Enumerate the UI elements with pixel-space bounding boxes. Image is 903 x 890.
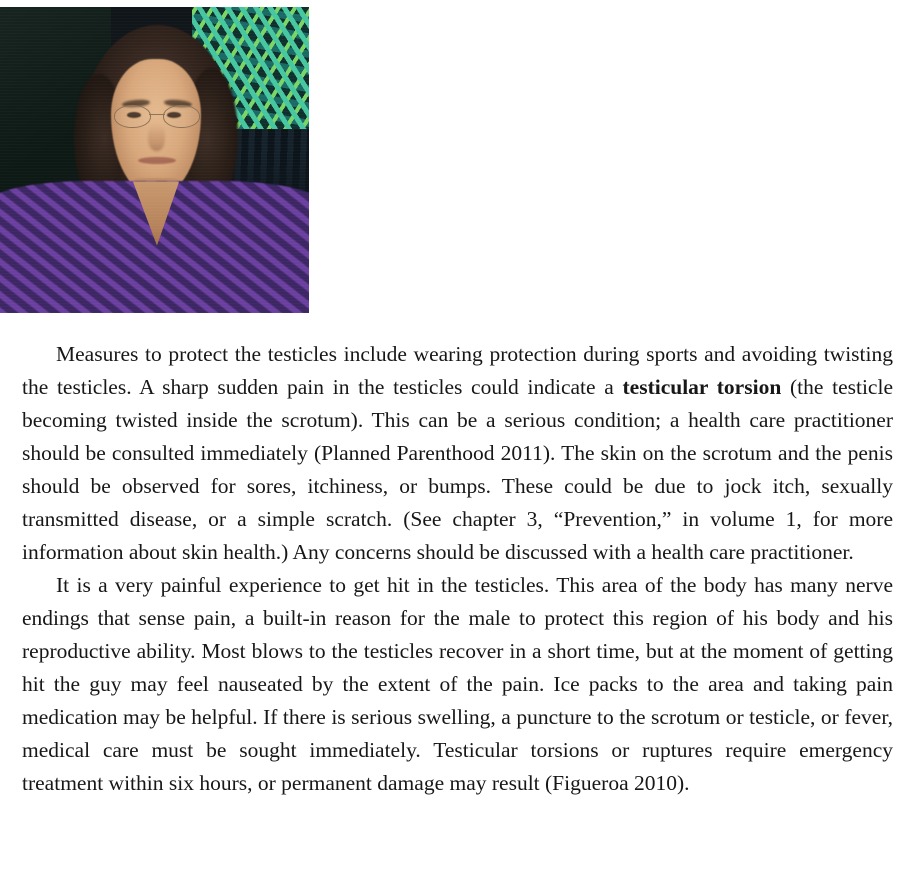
paragraph-2: It is a very painful experience to get hit in the testicles. This area of the body has many nerve endings that sense pain, a built-in reason for the male to protect this region of his body and his reproductive ability. Most blows to the testicles recover in a short time, but at the moment of getting hit the guy may feel nauseated by the extent of the pain. Ice packs to the area and taking pain medication may be helpful. If there is serious swelling, a puncture to the scrotum or testicle, or fever, medical care must be sought immediately. Testicular torsions or ruptures require emergency treatment within six hours, or permanent damage may result (Figueroa 2010). bbox=[22, 573, 893, 795]
subject-nose bbox=[148, 123, 165, 151]
body-text bbox=[22, 338, 893, 800]
portrait-photo bbox=[0, 7, 309, 313]
paragraph-1: Measures to protect the testicles include wearing protection during sports and avoiding twisting the testicles. A sharp sudden pain in the testicles could indicate a testicular torsion (the testicle becoming twisted inside the scrotum). This can be a serious condition; a health care practitioner should be consulted immediately (Planned Parenthood 2011). The skin on the scrotum and the penis should be observed for sores, itchiness, or bumps. These could be due to jock itch, sexually transmitted disease, or a simple scratch. (See chapter 3, “Prevention,” in volume 1, for more information about skin health.) Any concerns should be discussed with a health care practitioner. bbox=[22, 342, 893, 564]
eyeglass-lens-left bbox=[114, 105, 151, 128]
eyeglass-lens-right bbox=[163, 105, 200, 128]
emphasized-term: testicular torsion bbox=[622, 375, 782, 399]
eyeglass-bridge bbox=[149, 114, 165, 116]
photo-canvas bbox=[0, 7, 309, 313]
